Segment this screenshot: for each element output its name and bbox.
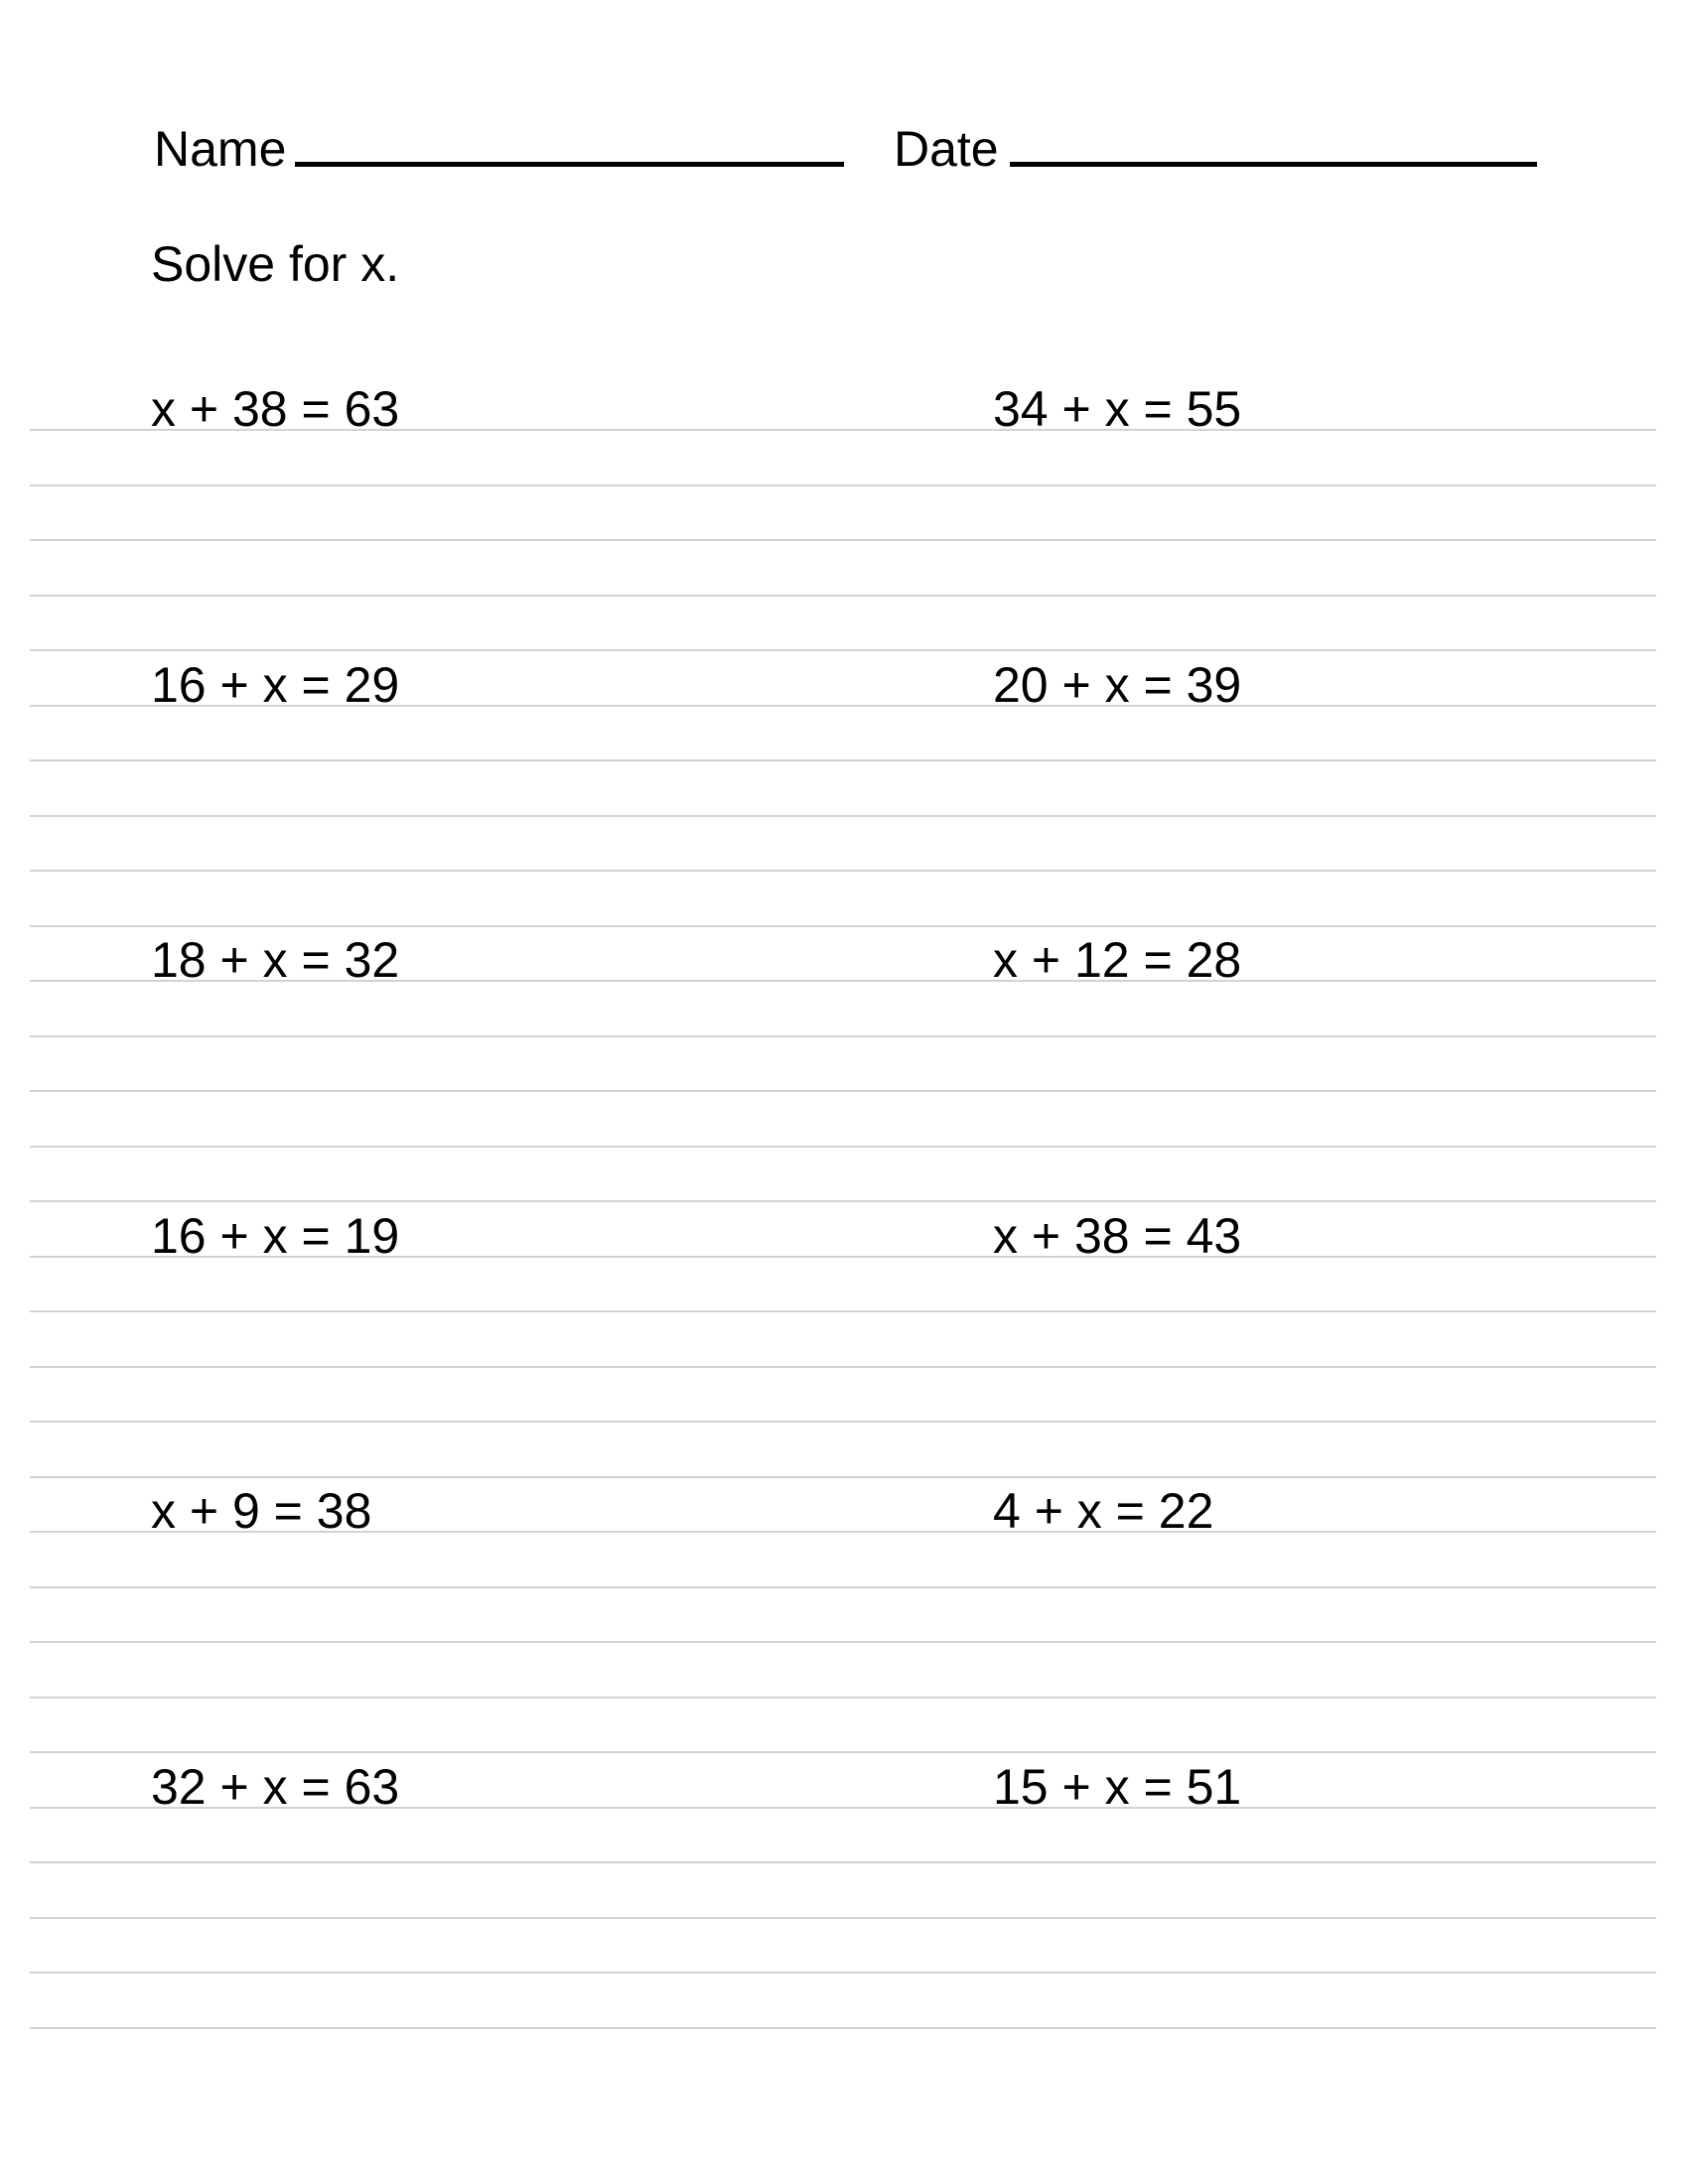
ruled-line [30,1751,1656,1753]
ruled-line [30,1421,1656,1423]
ruled-line [30,1917,1656,1919]
ruled-line [30,1972,1656,1974]
ruled-line [30,484,1656,486]
equation-right-1: 34 + x = 55 [993,381,1242,437]
name-label: Name [154,121,287,177]
equation-right-2: 20 + x = 39 [993,657,1242,713]
equation-left-1: x + 38 = 63 [151,381,400,437]
ruled-line [30,2027,1656,2029]
equation-right-5: 4 + x = 22 [993,1483,1214,1539]
ruled-line [30,539,1656,541]
equation-left-2: 16 + x = 29 [151,657,400,713]
equation-right-6: 15 + x = 51 [993,1759,1242,1815]
ruled-line [30,1366,1656,1368]
instruction-text: Solve for x. [151,236,400,292]
ruled-line [30,925,1656,927]
ruled-line [30,1310,1656,1312]
ruled-line [30,1861,1656,1863]
equation-left-3: 18 + x = 32 [151,932,400,988]
equation-left-6: 32 + x = 63 [151,1759,400,1815]
name-blank-line [295,162,844,167]
date-label: Date [894,121,999,177]
date-blank-line [1010,162,1537,167]
equation-right-3: x + 12 = 28 [993,932,1242,988]
ruled-line [30,1090,1656,1092]
ruled-line [30,595,1656,597]
ruled-line [30,759,1656,761]
ruled-line [30,1641,1656,1643]
equation-left-5: x + 9 = 38 [151,1483,372,1539]
ruled-line [30,649,1656,651]
ruled-line [30,1146,1656,1148]
equation-left-4: 16 + x = 19 [151,1208,400,1264]
ruled-line [30,870,1656,872]
ruled-line [30,1200,1656,1202]
equation-right-4: x + 38 = 43 [993,1208,1242,1264]
ruled-line [30,1035,1656,1037]
ruled-line [30,1586,1656,1588]
ruled-line [30,1697,1656,1699]
ruled-line [30,815,1656,817]
ruled-line [30,1476,1656,1478]
